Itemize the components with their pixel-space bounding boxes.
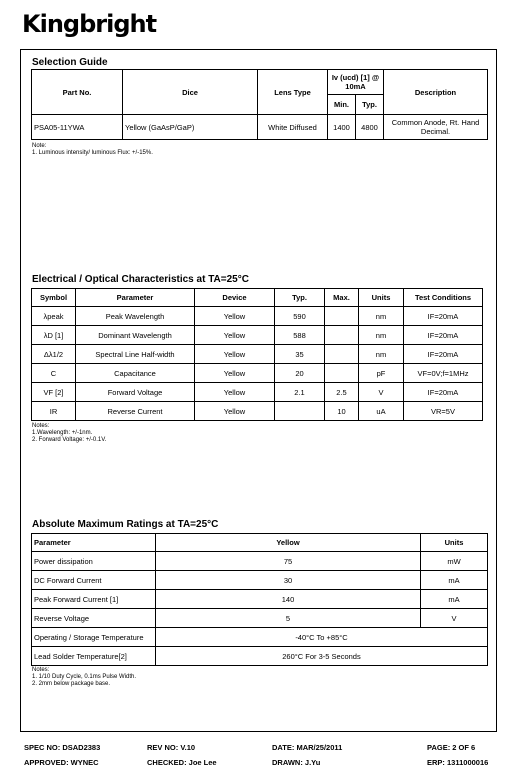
- cell: IF=20mA: [404, 307, 483, 326]
- cell: Forward Voltage: [76, 383, 195, 402]
- table-row: [32, 552, 488, 571]
- header-max: Max.: [325, 289, 359, 307]
- cell: λD [1]: [32, 326, 76, 345]
- cell: Dominant Wavelength: [76, 326, 195, 345]
- selection-guide-title: Selection Guide: [32, 57, 108, 68]
- cell-description: Common Anode, Rt. Hand Decimal.: [384, 115, 488, 140]
- cell: Operating / Storage Temperature: [32, 628, 156, 647]
- note-line: 1.Wavelength: +/-1nm.: [32, 430, 93, 436]
- header-part-no: Part No.: [32, 70, 123, 115]
- table-row: [32, 590, 488, 609]
- cell: nm: [359, 326, 404, 345]
- absolute-notes: [32, 667, 136, 688]
- note-line: 2. 2mm below package base.: [32, 681, 111, 687]
- header-yellow: Yellow: [156, 534, 421, 552]
- page-number: PAGE: 2 OF 6: [427, 743, 476, 752]
- cell: [325, 326, 359, 345]
- header-min: Min.: [328, 95, 356, 115]
- cell: VF [2]: [32, 383, 76, 402]
- header-parameter: Parameter: [76, 289, 195, 307]
- cell: 5: [156, 609, 421, 628]
- cell: Peak Forward Current [1]: [32, 590, 156, 609]
- cell-typ: 4800: [356, 115, 384, 140]
- cell: VR=5V: [404, 402, 483, 421]
- checked: CHECKED: Joe Lee: [147, 758, 217, 767]
- table-row: [32, 571, 488, 590]
- erp: ERP: 1311000016: [427, 758, 489, 767]
- note-line: 1. 1/10 Duty Cycle, 0.1ms Pulse Width.: [32, 674, 137, 680]
- header-units: Units: [421, 534, 488, 552]
- cell: [325, 364, 359, 383]
- cell: λpeak: [32, 307, 76, 326]
- cell-part: PSA05-11YWA: [32, 115, 123, 140]
- note-line: Note:: [32, 143, 47, 149]
- cell: DC Forward Current: [32, 571, 156, 590]
- cell: Reverse Voltage: [32, 609, 156, 628]
- header-typ: Typ.: [356, 95, 384, 115]
- header-units: Units: [359, 289, 404, 307]
- cell-min: 1400: [328, 115, 356, 140]
- cell: Yellow: [195, 383, 275, 402]
- electrical-notes: [32, 423, 106, 444]
- note-line: 1. Luminous intensity/ luminous Flux: +/-15%.: [32, 150, 153, 156]
- header-test-conditions: Test Conditions: [404, 289, 483, 307]
- cell: 10: [325, 402, 359, 421]
- spec-no: SPEC NO: DSAD2383: [24, 743, 101, 752]
- cell: -40°C To +85°C: [156, 628, 488, 647]
- note-line: 2. Forward Voltage: +/-0.1V.: [32, 437, 107, 443]
- cell: Yellow: [195, 345, 275, 364]
- cell: Lead Solder Temperature[2]: [32, 647, 156, 666]
- brand-logo: Kingbright: [22, 10, 157, 38]
- cell: [325, 345, 359, 364]
- table-row: [32, 628, 488, 647]
- cell: Yellow: [195, 364, 275, 383]
- absolute-ratings-table: [31, 533, 488, 666]
- cell: Peak Wavelength: [76, 307, 195, 326]
- approved: APPROVED: WYNEC: [24, 758, 99, 767]
- cell: V: [359, 383, 404, 402]
- cell: uA: [359, 402, 404, 421]
- drawn: DRAWN: J.Yu: [272, 758, 321, 767]
- cell: V: [421, 609, 488, 628]
- cell: C: [32, 364, 76, 383]
- cell: 2.5: [325, 383, 359, 402]
- cell: mW: [421, 552, 488, 571]
- rev-no: REV NO: V.10: [147, 743, 196, 752]
- table-row: [32, 345, 483, 364]
- cell-lens: White Diffused: [258, 115, 328, 140]
- cell: [325, 307, 359, 326]
- header-lens-type: Lens Type: [258, 70, 328, 115]
- cell: 260°C For 3-5 Seconds: [156, 647, 488, 666]
- header-description: Description: [384, 70, 488, 115]
- header-device: Device: [195, 289, 275, 307]
- cell: Reverse Current: [76, 402, 195, 421]
- cell: [275, 402, 325, 421]
- cell: Yellow: [195, 307, 275, 326]
- table-row: [32, 383, 483, 402]
- cell: Spectral Line Half-width: [76, 345, 195, 364]
- cell: Yellow: [195, 326, 275, 345]
- selection-guide-table: [31, 69, 488, 140]
- cell: 75: [156, 552, 421, 571]
- table-row: [32, 307, 483, 326]
- cell: 590: [275, 307, 325, 326]
- cell: 2.1: [275, 383, 325, 402]
- table-row: [32, 364, 483, 383]
- cell: Yellow: [195, 402, 275, 421]
- note-line: Notes:: [32, 667, 50, 673]
- note-line: Notes:: [32, 423, 50, 429]
- cell: 30: [156, 571, 421, 590]
- cell: IR: [32, 402, 76, 421]
- cell: Power dissipation: [32, 552, 156, 571]
- table-row: [32, 326, 483, 345]
- header-iv: Iv (ucd) [1] @ 10mA: [328, 70, 384, 95]
- cell: Capacitance: [76, 364, 195, 383]
- selection-notes: [32, 143, 153, 157]
- cell: mA: [421, 571, 488, 590]
- cell: nm: [359, 307, 404, 326]
- header-parameter: Parameter: [32, 534, 156, 552]
- cell: 588: [275, 326, 325, 345]
- cell: IF=20mA: [404, 326, 483, 345]
- header-dice: Dice: [123, 70, 258, 115]
- cell: 20: [275, 364, 325, 383]
- date: DATE: MAR/25/2011: [272, 743, 343, 752]
- absolute-ratings-title: Absolute Maximum Ratings at TA=25°C: [32, 519, 219, 530]
- header-typ: Typ.: [275, 289, 325, 307]
- header-symbol: Symbol: [32, 289, 76, 307]
- electrical-title: Electrical / Optical Characteristics at TA=25°C: [32, 274, 249, 285]
- cell: 140: [156, 590, 421, 609]
- table-row: [32, 609, 488, 628]
- cell: mA: [421, 590, 488, 609]
- table-row: [32, 647, 488, 666]
- cell: nm: [359, 345, 404, 364]
- table-row: [32, 402, 483, 421]
- cell: pF: [359, 364, 404, 383]
- cell: 35: [275, 345, 325, 364]
- cell: Δλ1/2: [32, 345, 76, 364]
- cell: IF=20mA: [404, 383, 483, 402]
- cell: IF=20mA: [404, 345, 483, 364]
- cell: VF=0V;f=1MHz: [404, 364, 483, 383]
- cell-dice: Yellow (GaAsP/GaP): [123, 115, 258, 140]
- electrical-table: [31, 288, 483, 421]
